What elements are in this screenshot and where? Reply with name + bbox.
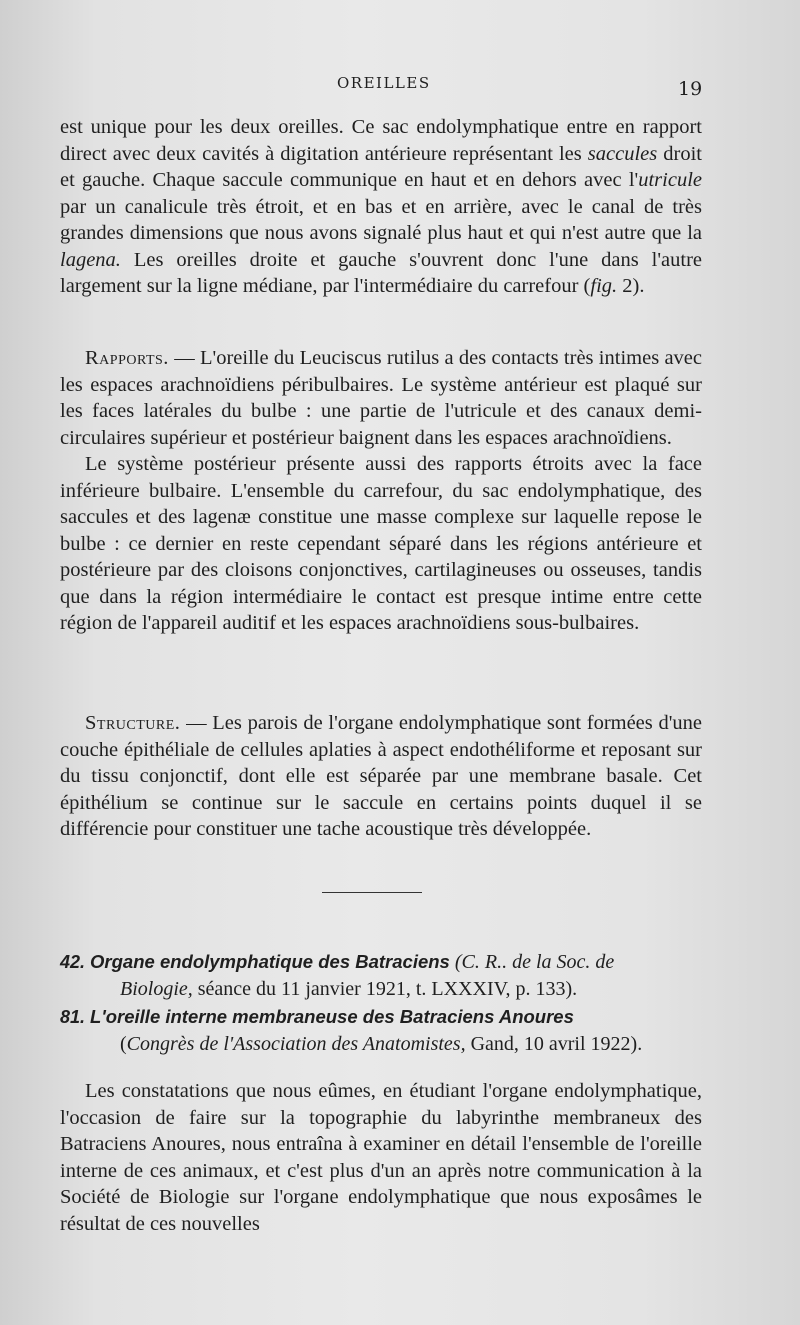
structure-paragraph [60, 710, 702, 843]
page-number: 19 [678, 78, 703, 100]
reference-number: 81. [60, 1007, 86, 1027]
text-run: Les oreilles droite et gauche s'ouvrent donc l'une dans l'autre largement sur la ligne médiane, par l'intermédiaire du carrefour ( [60, 248, 702, 297]
italic-fig-ref: fig. [590, 275, 618, 297]
section-heading-rapports: Rapports. [85, 347, 169, 369]
italic-term-utricule: utricule [638, 169, 702, 191]
section-rapports [60, 345, 702, 637]
section-structure [60, 710, 702, 843]
rapports-paragraph-2: Le système postérieur présente aussi des rapports étroits avec la face inférieure bulbaire. L'ensemble du carrefour, du sac endolymphatique, des saccules et des lagenæ constitue une masse complexe sur laquelle repose le bulbe : ce dernier en reste cependant séparé dans les régions antérieure et postérieure par des cloisons conjonctives, cartilagineuses ou osseuses, tandis que dans la région intermédiaire le contact est presque intime entre cette région de l'appareil auditif et les espaces arachnoïdiens sous-bulbaires. [60, 453, 702, 634]
reference-detail: Gand, 10 avril 1922). [465, 1033, 643, 1055]
reference-title: Organe endolymphatique des Batraciens [90, 951, 450, 972]
final-paragraph-text: Les constatations que nous eûmes, en étudiant l'organe endolymphatique, l'occasion de faire sur la topographie du labyrinthe membraneux des Batraciens Anoures, nous entraîna à examiner en détail l'ensemble de l'oreille interne de ces animaux, et c'est plus d'un an après notre communication à la Société de Biologie sur l'organe endolymphatique que nous exposâmes le résultat de ces nouvelles [60, 1080, 702, 1235]
text-run: — Les parois de l'organe endolymphatique sont formées d'une couche épithéliale de cellules aplaties à aspect endothéliforme et reposant sur du tissu conjonctif, dont elle est séparée par une membrane basale. Cet épithélium se continue sur le saccule en certains points duquel il se différencie pour constituer une tache acoustique très développée. [60, 712, 702, 840]
running-title: OREILLES [337, 74, 431, 92]
italic-term-saccules: saccules [587, 142, 658, 165]
reference-entry [60, 1003, 710, 1058]
section-heading-structure: Structure. [85, 712, 181, 734]
reference-detail: séance du 11 janvier 1921, t. LXXXIV, p. 133). [192, 978, 578, 1000]
reference-entry [60, 948, 710, 1003]
text-run: par un canalicule très étroit, et en bas et en arrière, avec le canal de très grandes dimensions que nous avons signalé plus haut et qui n'est autre que la [60, 195, 702, 244]
reference-source-journal: Congrès de l'Association des Anatomistes, [126, 1033, 466, 1055]
reference-source-journal: Biologie, [120, 978, 193, 1000]
running-head [0, 74, 800, 104]
reference-title: L'oreille interne membraneuse des Batraciens Anoures [90, 1006, 574, 1027]
italic-term-lagena: lagena. [60, 248, 121, 271]
paragraph-continuation [60, 114, 702, 300]
reference-source: (C. R.. de la Soc. de [454, 951, 615, 973]
text-run: — L'oreille du Leuciscus rutilus a des contacts très intimes avec les espaces arachnoïdiens péribulbaires. Le système antérieur est plaqué sur les faces latérales du bulbe : une partie de l'utricule et des canaux demi-circulaires supérieur et postérieur baignent dans les espaces arachnoïdiens. [60, 347, 702, 449]
reference-number: 42. [60, 952, 86, 972]
text-run: droit et gauche. Chaque saccule communique en haut et en dehors avec l' [60, 142, 702, 191]
text-run: est unique pour les deux oreilles. Ce sac endolymphatique entre en rapport direct avec deux cavités à digitation antérieure représentant les [60, 116, 702, 165]
reference-source-open: ( [120, 1033, 127, 1055]
text-run: 2). [617, 275, 645, 297]
section-separator-rule [322, 892, 422, 893]
rapports-paragraph [60, 345, 702, 451]
final-paragraph [60, 1078, 702, 1237]
